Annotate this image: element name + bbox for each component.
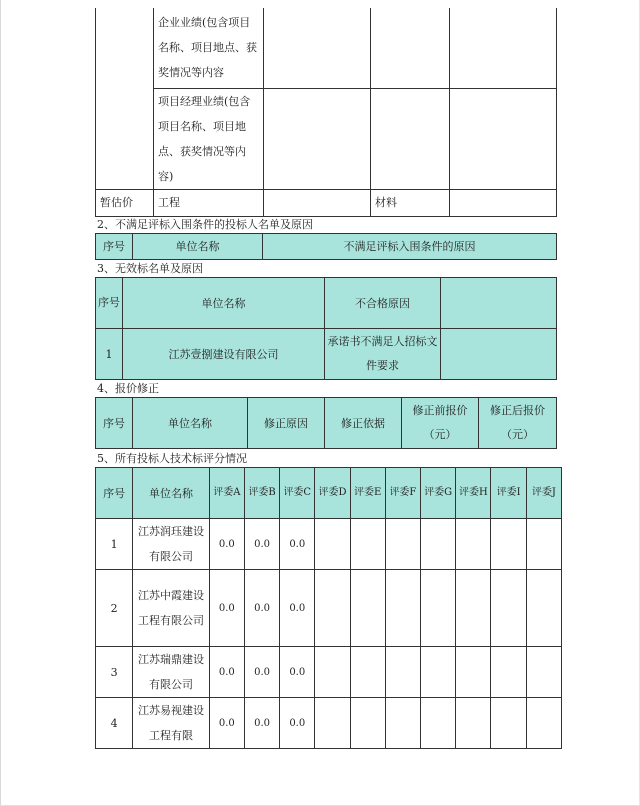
row-no: 1: [96, 519, 133, 570]
blank-cell: [371, 88, 450, 189]
score-cell: 0.0: [280, 519, 315, 570]
section-4-header-row: [96, 398, 557, 449]
header-judge-a: 评委A: [209, 468, 244, 519]
score-cell: 0.0: [280, 570, 315, 647]
section-3-header-row: [96, 278, 557, 329]
blank-cell: [441, 329, 557, 380]
table-row: [96, 647, 562, 698]
row-reason: 承诺书不满足人招标文件要求: [325, 329, 441, 380]
score-cell: 0.0: [280, 647, 315, 698]
score-cell: [421, 698, 456, 749]
provisional-price-label: 暂估价: [96, 189, 154, 216]
table-row: [96, 698, 562, 749]
manager-performance-label: 项目经理业绩(包含项目名称、项目地点、获奖情况等内容): [154, 88, 264, 189]
score-cell: [350, 519, 385, 570]
section-4-title: 4、报价修正: [97, 382, 159, 395]
row-no: 4: [96, 698, 133, 749]
row-company-name: 江苏中霞建设工程有限公司: [133, 570, 209, 647]
row-no: 1: [96, 329, 123, 380]
header-no: 序号: [96, 278, 123, 329]
score-cell: [385, 647, 420, 698]
score-cell: [385, 698, 420, 749]
section-5-header-row: [96, 468, 562, 519]
score-cell: [491, 570, 526, 647]
table-row: [96, 329, 557, 380]
header-judge-i: 评委I: [491, 468, 526, 519]
row-company-name: 江苏润珏建设有限公司: [133, 519, 209, 570]
header-blank: [441, 278, 557, 329]
score-cell: [421, 570, 456, 647]
blank-cell: [264, 88, 371, 189]
header-price-after: 修正后报价（元）: [479, 398, 557, 449]
header-judge-b: 评委B: [244, 468, 279, 519]
score-cell: [350, 647, 385, 698]
score-cell: [385, 570, 420, 647]
score-cell: [421, 647, 456, 698]
score-cell: 0.0: [244, 647, 279, 698]
section-2-title: 2、不满足评标入围条件的投标人名单及原因: [97, 218, 313, 231]
header-no: 序号: [96, 468, 133, 519]
header-judge-g: 评委G: [421, 468, 456, 519]
header-correction-reason: 修正原因: [248, 398, 325, 449]
score-cell: [350, 698, 385, 749]
header-judge-d: 评委D: [315, 468, 350, 519]
header-correction-basis: 修正依据: [325, 398, 402, 449]
table-row: [96, 519, 562, 570]
section-2-table: [95, 233, 557, 260]
header-judge-h: 评委H: [456, 468, 491, 519]
header-no: 序号: [96, 234, 133, 260]
header-disqualify-reason: 不合格原因: [325, 278, 441, 329]
manager-performance-row: [96, 88, 557, 189]
row-company-name: 江苏瑞鼎建设有限公司: [133, 647, 209, 698]
header-price-before: 修正前报价（元）: [402, 398, 479, 449]
score-cell: [385, 519, 420, 570]
score-cell: 0.0: [209, 698, 244, 749]
blank-cell: [450, 88, 557, 189]
score-cell: [315, 519, 350, 570]
score-cell: 0.0: [244, 698, 279, 749]
row-no: 2: [96, 570, 133, 647]
score-cell: 0.0: [209, 647, 244, 698]
score-cell: [350, 570, 385, 647]
score-cell: [526, 698, 561, 749]
row-no: 3: [96, 647, 133, 698]
header-judge-f: 评委F: [385, 468, 420, 519]
score-cell: [456, 519, 491, 570]
provisional-price-row: [96, 189, 557, 216]
score-cell: [315, 698, 350, 749]
section-5-title: 5、所有投标人技术标评分情况: [97, 452, 247, 465]
score-cell: [491, 698, 526, 749]
score-cell: [526, 519, 561, 570]
row-company-name: 江苏易视建设工程有限: [133, 698, 209, 749]
header-name: 单位名称: [133, 398, 248, 449]
score-cell: [456, 698, 491, 749]
section-2-header-row: [96, 234, 557, 260]
score-cell: [421, 519, 456, 570]
score-cell: 0.0: [244, 519, 279, 570]
header-judge-j: 评委J: [526, 468, 561, 519]
score-cell: [315, 647, 350, 698]
score-cell: [526, 570, 561, 647]
header-judge-e: 评委E: [350, 468, 385, 519]
material-label: 材料: [371, 189, 450, 216]
blank-cell: [264, 8, 371, 88]
score-cell: 0.0: [209, 570, 244, 647]
score-cell: [526, 647, 561, 698]
row-company-name: 江苏壹捌建设有限公司: [123, 329, 325, 380]
score-cell: [491, 647, 526, 698]
score-cell: [491, 519, 526, 570]
header-name: 单位名称: [123, 278, 325, 329]
section-4-table: [95, 397, 557, 449]
blank-cell: [264, 189, 371, 216]
header-name: 单位名称: [133, 234, 263, 260]
blank-cell: [371, 8, 450, 88]
header-no: 序号: [96, 398, 133, 449]
score-cell: 0.0: [244, 570, 279, 647]
score-cell: 0.0: [280, 698, 315, 749]
page-left-edge: [0, 0, 1, 806]
header-judge-c: 评委C: [280, 468, 315, 519]
score-cell: [456, 647, 491, 698]
score-cell: 0.0: [209, 519, 244, 570]
score-cell: [315, 570, 350, 647]
enterprise-performance-row: [96, 8, 557, 88]
header-name: 单位名称: [133, 468, 209, 519]
enterprise-performance-label: 企业业绩(包含项目名称、项目地点、获奖情况等内容: [154, 8, 264, 88]
merged-cell: [96, 8, 154, 189]
section-3-title: 3、无效标名单及原因: [97, 262, 203, 275]
section-5-table: [95, 467, 562, 749]
section-3-table: [95, 277, 557, 380]
engineering-label: 工程: [154, 189, 264, 216]
blank-cell: [450, 8, 557, 88]
score-cell: [456, 570, 491, 647]
header-reason: 不满足评标入围条件的原因: [263, 234, 557, 260]
top-table: [95, 8, 557, 217]
blank-cell: [450, 189, 557, 216]
table-row: [96, 570, 562, 647]
